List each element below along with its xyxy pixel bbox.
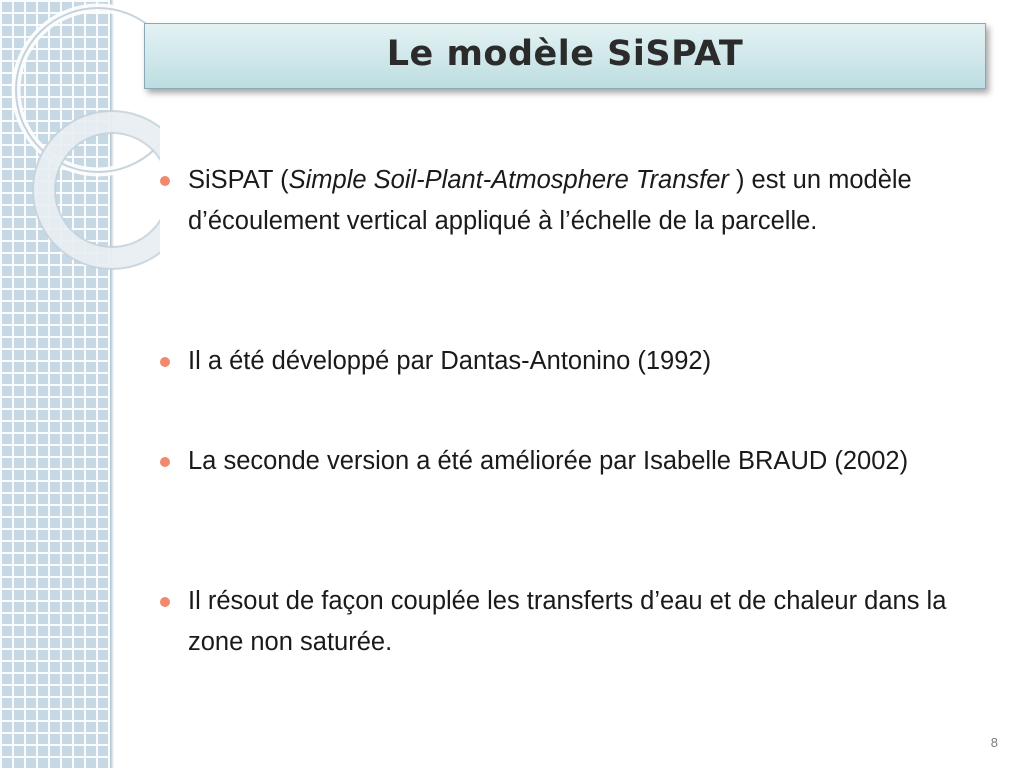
bullet-marker <box>160 176 170 186</box>
bullet-item <box>158 441 908 482</box>
page-number: 8 <box>990 735 998 750</box>
bullet-text: Il a été développé par Dantas-Antonino (1992) <box>188 347 712 375</box>
decorative-ring-large <box>16 8 160 172</box>
bullet-item <box>158 341 711 382</box>
bullet-item <box>158 581 968 663</box>
bullet-text-suffix: ) est un modèle d’écoulement vertical appliqué à l’échelle de la parcelle. <box>188 166 912 235</box>
bullet-marker <box>160 597 170 607</box>
bullet-text: La seconde version a été améliorée par Isabelle BRAUD (2002) <box>188 447 909 475</box>
bullet-marker <box>160 357 170 367</box>
bullet-item <box>158 160 968 242</box>
slide-title: Le modèle SiSPAT <box>386 34 744 74</box>
bullet-text-prefix: SiSPAT ( <box>188 166 289 194</box>
bullet-text-italic: Simple Soil-Plant-Atmosphere Transfer <box>288 166 729 194</box>
bullet-marker <box>160 457 170 467</box>
title-bar <box>144 23 986 89</box>
bullet-text: Il résout de façon couplée les transferts d’eau et de chaleur dans la zone non saturée. <box>188 587 947 656</box>
decorative-ring-medium-inner-outline <box>55 133 160 247</box>
decorative-rings <box>0 0 160 330</box>
